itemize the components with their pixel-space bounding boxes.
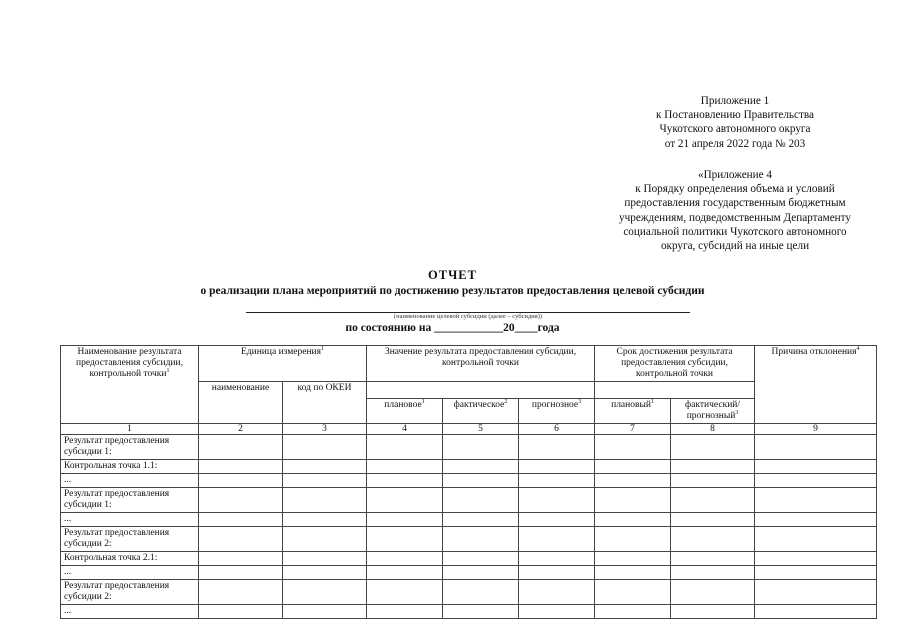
subsidy-name-caption: (наименование целевой субсидии (далее – субсидия)): [393, 313, 543, 320]
empty-cell: [367, 435, 443, 460]
column-number: 8: [671, 424, 755, 435]
empty-cell: [283, 580, 367, 605]
col-unit-note: 1: [321, 345, 324, 352]
empty-cell: [671, 580, 755, 605]
empty-cell: [199, 605, 283, 619]
row-label: Результат предоставления субсидии 1:: [61, 435, 199, 460]
row-label: Результат предоставления субсидии 2:: [61, 527, 199, 552]
empty-cell: [671, 552, 755, 566]
table-row: [61, 513, 877, 527]
report-table: [60, 345, 877, 619]
deadline-subheader-spacer: [595, 382, 755, 399]
table-row: [61, 527, 877, 552]
col-unit-header: [199, 346, 367, 382]
col-value-plan-note: 1: [421, 398, 425, 405]
appendix-4-line: к Порядку определения объема и условий: [635, 183, 835, 196]
empty-cell: [755, 474, 877, 488]
col-result-name-header: [61, 346, 199, 424]
empty-cell: [519, 460, 595, 474]
table-row: [61, 605, 877, 619]
col-value-fact-label: фактическое: [453, 400, 505, 410]
empty-cell: [519, 605, 595, 619]
col-value-forecast-note: 3: [578, 398, 582, 405]
column-number-row: [61, 424, 877, 435]
empty-cell: [199, 488, 283, 513]
empty-cell: [671, 474, 755, 488]
empty-cell: [283, 513, 367, 527]
empty-cell: [595, 605, 671, 619]
empty-cell: [283, 527, 367, 552]
table-row: [61, 460, 877, 474]
col-deadline-fact-header: [671, 399, 755, 424]
row-label: Контрольная точка 2.1:: [61, 552, 199, 566]
column-number: 2: [199, 424, 283, 435]
empty-cell: [519, 488, 595, 513]
row-label: Результат предоставления субсидии 1:: [61, 488, 199, 513]
row-label: ...: [61, 474, 199, 488]
empty-cell: [755, 460, 877, 474]
empty-cell: [671, 488, 755, 513]
empty-cell: [443, 513, 519, 527]
row-label: ...: [61, 513, 199, 527]
empty-cell: [755, 580, 877, 605]
empty-cell: [671, 460, 755, 474]
col-value-plan-header: [367, 399, 443, 424]
column-number: 4: [367, 424, 443, 435]
empty-cell: [199, 580, 283, 605]
appendix-1-line: Приложение 1: [700, 95, 770, 107]
empty-cell: [367, 566, 443, 580]
value-subheader-spacer: [367, 382, 595, 399]
empty-cell: [671, 435, 755, 460]
col-deadline-label: Срок достижения результата предоставления субсидии, контрольной точки: [616, 347, 733, 379]
col-value-header: [367, 346, 595, 382]
appendix-1-line: от 21 апреля 2022 года № 203: [664, 137, 806, 150]
empty-cell: [199, 527, 283, 552]
table-row: [61, 474, 877, 488]
empty-cell: [443, 488, 519, 513]
row-label: ...: [61, 566, 199, 580]
empty-cell: [367, 552, 443, 566]
row-label: Контрольная точка 1.1:: [61, 460, 199, 474]
appendix-4-line: предоставления государственным бюджетным: [624, 197, 846, 210]
appendix-1-line: Чукотского автономного округа: [659, 123, 811, 136]
col-result-name-label: Наименование результата предоставления субсидии, контрольной точки: [76, 347, 183, 379]
empty-cell: [671, 605, 755, 619]
col-reason-note: 4: [856, 345, 860, 352]
empty-cell: [199, 435, 283, 460]
empty-cell: [595, 513, 671, 527]
appendix-1-block: [615, 94, 855, 151]
empty-cell: [519, 435, 595, 460]
report-title: ОТЧЕТ: [428, 268, 477, 282]
empty-cell: [283, 435, 367, 460]
empty-cell: [519, 566, 595, 580]
col-reason-header: [755, 346, 877, 424]
empty-cell: [755, 513, 877, 527]
col-deadline-fact-note: 3: [735, 409, 739, 416]
empty-cell: [755, 566, 877, 580]
col-deadline-plan-header: [595, 399, 671, 424]
empty-cell: [671, 513, 755, 527]
empty-cell: [755, 605, 877, 619]
empty-cell: [367, 527, 443, 552]
row-label: ...: [61, 605, 199, 619]
table-row: [61, 488, 877, 513]
col-value-plan-label: плановое: [384, 400, 422, 410]
table-row: [61, 435, 877, 460]
empty-cell: [199, 566, 283, 580]
column-number: 5: [443, 424, 519, 435]
appendix-4-block: [580, 168, 890, 253]
empty-cell: [283, 566, 367, 580]
empty-cell: [443, 435, 519, 460]
col-value-label: Значение результата предоставления субсидии, контрольной точки: [384, 347, 577, 368]
col-reason-label: Причина отклонения: [771, 347, 857, 357]
empty-cell: [367, 460, 443, 474]
empty-cell: [283, 488, 367, 513]
empty-cell: [443, 605, 519, 619]
empty-cell: [671, 566, 755, 580]
table-row: [61, 552, 877, 566]
report-subtitle: о реализации плана мероприятий по достижению результатов предоставления целевой субсидии: [200, 285, 705, 297]
empty-cell: [367, 580, 443, 605]
empty-cell: [199, 460, 283, 474]
empty-cell: [519, 552, 595, 566]
empty-cell: [671, 527, 755, 552]
column-number: 7: [595, 424, 671, 435]
column-number: 9: [755, 424, 877, 435]
col-value-fact-note: 2: [504, 398, 508, 405]
appendix-4-line: «Приложение 4: [697, 169, 773, 181]
empty-cell: [443, 566, 519, 580]
col-deadline-plan-label: плановый: [611, 400, 651, 410]
empty-cell: [595, 566, 671, 580]
col-value-forecast-label: прогнозное: [531, 400, 579, 410]
table-row: [61, 580, 877, 605]
empty-cell: [367, 474, 443, 488]
empty-cell: [199, 552, 283, 566]
empty-cell: [595, 474, 671, 488]
column-number: 6: [519, 424, 595, 435]
empty-cell: [443, 552, 519, 566]
column-number: 3: [283, 424, 367, 435]
empty-cell: [519, 580, 595, 605]
empty-cell: [443, 460, 519, 474]
report-date-line: по состоянию на ____________20____года: [345, 322, 560, 334]
col-result-name-note: 1: [166, 367, 170, 374]
empty-cell: [443, 527, 519, 552]
empty-cell: [443, 580, 519, 605]
empty-cell: [755, 488, 877, 513]
appendix-4-line: учреждениям, подведомственным Департаменту: [619, 211, 851, 224]
appendix-1-line: к Постановлению Правительства: [656, 109, 814, 122]
empty-cell: [519, 527, 595, 552]
appendix-4-line: социальной политики Чукотского автономного: [623, 225, 847, 238]
empty-cell: [595, 527, 671, 552]
empty-cell: [519, 513, 595, 527]
empty-cell: [283, 605, 367, 619]
empty-cell: [595, 460, 671, 474]
empty-cell: [199, 474, 283, 488]
empty-cell: [283, 552, 367, 566]
col-deadline-plan-note: 1: [650, 398, 654, 405]
empty-cell: [595, 552, 671, 566]
empty-cell: [199, 513, 283, 527]
empty-cell: [595, 580, 671, 605]
empty-cell: [755, 527, 877, 552]
table-row: [61, 566, 877, 580]
empty-cell: [519, 474, 595, 488]
empty-cell: [283, 474, 367, 488]
row-label: Результат предоставления субсидии 2:: [61, 580, 199, 605]
column-number: 1: [61, 424, 199, 435]
empty-cell: [283, 460, 367, 474]
col-value-forecast-header: [519, 399, 595, 424]
empty-cell: [755, 435, 877, 460]
empty-cell: [755, 552, 877, 566]
empty-cell: [443, 474, 519, 488]
report-table-body: [61, 435, 877, 619]
col-deadline-fact-label: фактический/ прогнозный: [685, 400, 741, 421]
appendix-4-line: округа, субсидий на иные цели: [660, 240, 810, 253]
col-unit-label: Единица измерения: [241, 347, 321, 357]
col-value-fact-header: [443, 399, 519, 424]
empty-cell: [595, 488, 671, 513]
empty-cell: [595, 435, 671, 460]
col-unit-okei-header: код по ОКЕИ: [283, 382, 367, 424]
empty-cell: [367, 605, 443, 619]
empty-cell: [367, 488, 443, 513]
col-unit-name-header: наименование: [199, 382, 283, 424]
col-deadline-header: [595, 346, 755, 382]
empty-cell: [367, 513, 443, 527]
